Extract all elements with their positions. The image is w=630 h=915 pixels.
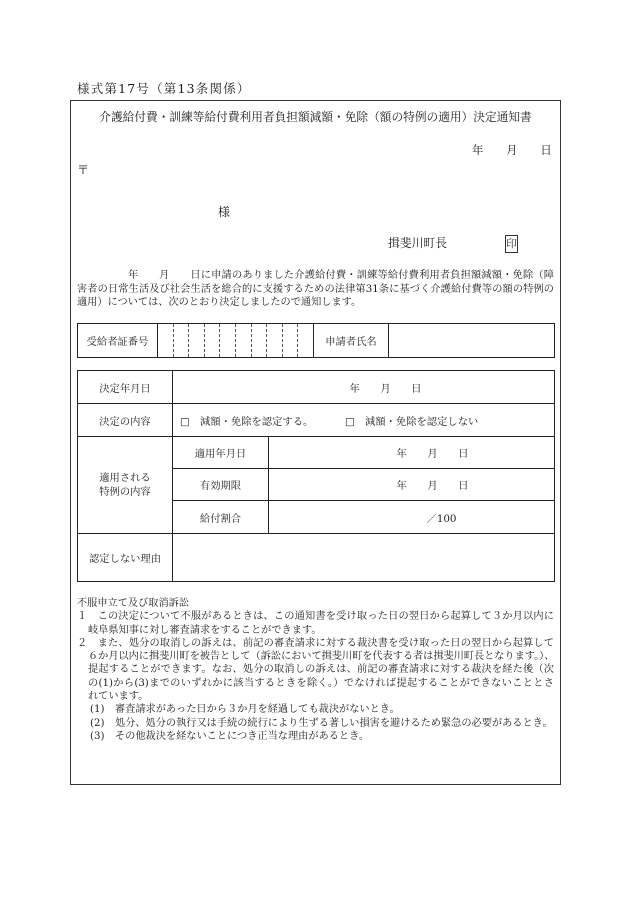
appeal-section (77, 597, 554, 743)
item-number: ２ (77, 637, 88, 649)
appeal-item-2-line: の(1)から(3)までのいずれかに該当するときを除く。）でなければ提起することができないこととさ (88, 677, 554, 689)
recipient-number-digit-box (267, 324, 283, 358)
issuer-name: 揖斐川町長 (388, 236, 447, 250)
appeal-item-2-line: れています。 (88, 691, 149, 703)
option-label: 減額・免除を認定する。 (200, 415, 314, 428)
rejection-reason-label: 認定しない理由 (78, 534, 173, 582)
recipient-number-digit-box (158, 324, 174, 358)
item-number: １ (77, 611, 88, 623)
appeal-subitem (77, 717, 554, 730)
special-case-label-line: 特例の内容 (99, 486, 151, 498)
option-approve (180, 413, 345, 428)
decision-date-label: 決定年月日 (78, 371, 173, 404)
recipient-number-digit-box (189, 324, 205, 358)
benefit-ratio-value: ／100 (269, 501, 555, 534)
benefit-ratio-label: 給付割合 (173, 501, 269, 534)
item-text: この決定について不服があるときは、この通知書を受け取った日の翌日から起算して３か月以内に (97, 611, 554, 623)
appeal-subitem (77, 703, 554, 716)
subitem-text: 処分、処分の執行又は手続の続行により生ずる著しい損害を避けるため緊急の必要があるとき。 (115, 717, 553, 729)
rejection-reason-row (78, 534, 555, 582)
decision-date-row (78, 371, 555, 404)
recipient-number-digit-box (220, 324, 236, 358)
subitem-text: 審査請求があった日から３か月を経過しても裁決がないとき。 (115, 704, 400, 716)
decision-table (77, 370, 555, 582)
appeal-item-2-line: ６か月以内に揖斐川町を被告として（訴訟において揖斐川町を代表する者は揖斐川町長となります。）、 (88, 651, 554, 663)
decision-options (173, 404, 555, 437)
item-text: また、処分の取消しの訴えは、前記の審査請求に対する裁決書を受け取った日の翌日から起算して (97, 637, 554, 649)
addressee-suffix: 様 (218, 205, 231, 219)
subitem-number: (2) (90, 717, 105, 729)
apply-date-row (78, 437, 555, 469)
subitem-number: (3) (90, 730, 105, 742)
subitem-number: (1) (90, 704, 105, 716)
option-reject (345, 413, 478, 428)
apply-date-value: 年 月 日 (269, 437, 555, 469)
recipient-number-digit-box (251, 324, 267, 358)
decision-date-value: 年 月 日 (173, 371, 555, 404)
validity-label: 有効期限 (173, 469, 269, 501)
seal-mark: 印 (505, 235, 518, 253)
option-label: 減額・免除を認定しない (365, 415, 479, 428)
recipient-row (78, 324, 555, 358)
subitem-text: その他裁決を経ないことにつき正当な理由があるとき。 (115, 730, 370, 742)
recipient-number-digit-box (282, 324, 298, 358)
applicant-name-label: 申請者氏名 (313, 324, 388, 358)
recipient-number-label: 受給者証番号 (78, 324, 158, 358)
document-title: 介護給付費・訓練等給付費利用者負担額減額・免除（額の特例の適用）決定通知書 (99, 110, 532, 124)
apply-date-label: 適用年月日 (173, 437, 269, 469)
form-number: 様式第17号（第13条関係） (77, 81, 251, 96)
recipient-table (77, 323, 555, 358)
recipient-number-digit-box (173, 324, 189, 358)
body-line: 年 月 日に申請のありました介護給付費・訓練等給付費利用者負担額減額・免除（障 (128, 270, 554, 281)
recipient-number-digit-box (298, 324, 314, 358)
decision-content-row (78, 404, 555, 437)
appeal-item-1-line: 岐阜県知事に対し審査請求をすることができます。 (88, 624, 322, 636)
decision-content-label: 決定の内容 (78, 404, 173, 437)
checkbox-icon: □ (180, 415, 190, 428)
special-case-label-line: 適用される (99, 472, 151, 484)
appeal-subitem (77, 730, 554, 743)
rejection-reason-value (173, 534, 555, 582)
recipient-number-digit-box (204, 324, 220, 358)
checkbox-icon: □ (345, 415, 355, 428)
special-case-label (78, 437, 173, 534)
appeal-item-2-line (77, 637, 554, 650)
validity-value: 年 月 日 (269, 469, 555, 501)
appeal-heading: 不服申立て及び取消訴訟 (77, 598, 190, 609)
notice-body (77, 269, 554, 310)
recipient-number-digit-box (235, 324, 251, 358)
postal-mark: 〒 (77, 163, 90, 177)
appeal-item-2-line: 提起することができます。なお、処分の取消しの訴えは、前記の審査請求に対する裁決を経た後（次 (88, 664, 554, 676)
issue-date: 年 月 日 (472, 143, 552, 157)
applicant-name-value (388, 324, 554, 358)
body-line: 適用）については、次のとおり決定しましたので通知します。 (77, 297, 362, 308)
body-line: 害者の日常生活及び社会生活を総合的に支援するための法律第31条に基づく介護給付費等の額の特例の (77, 283, 554, 295)
appeal-item-1-line (77, 610, 554, 623)
